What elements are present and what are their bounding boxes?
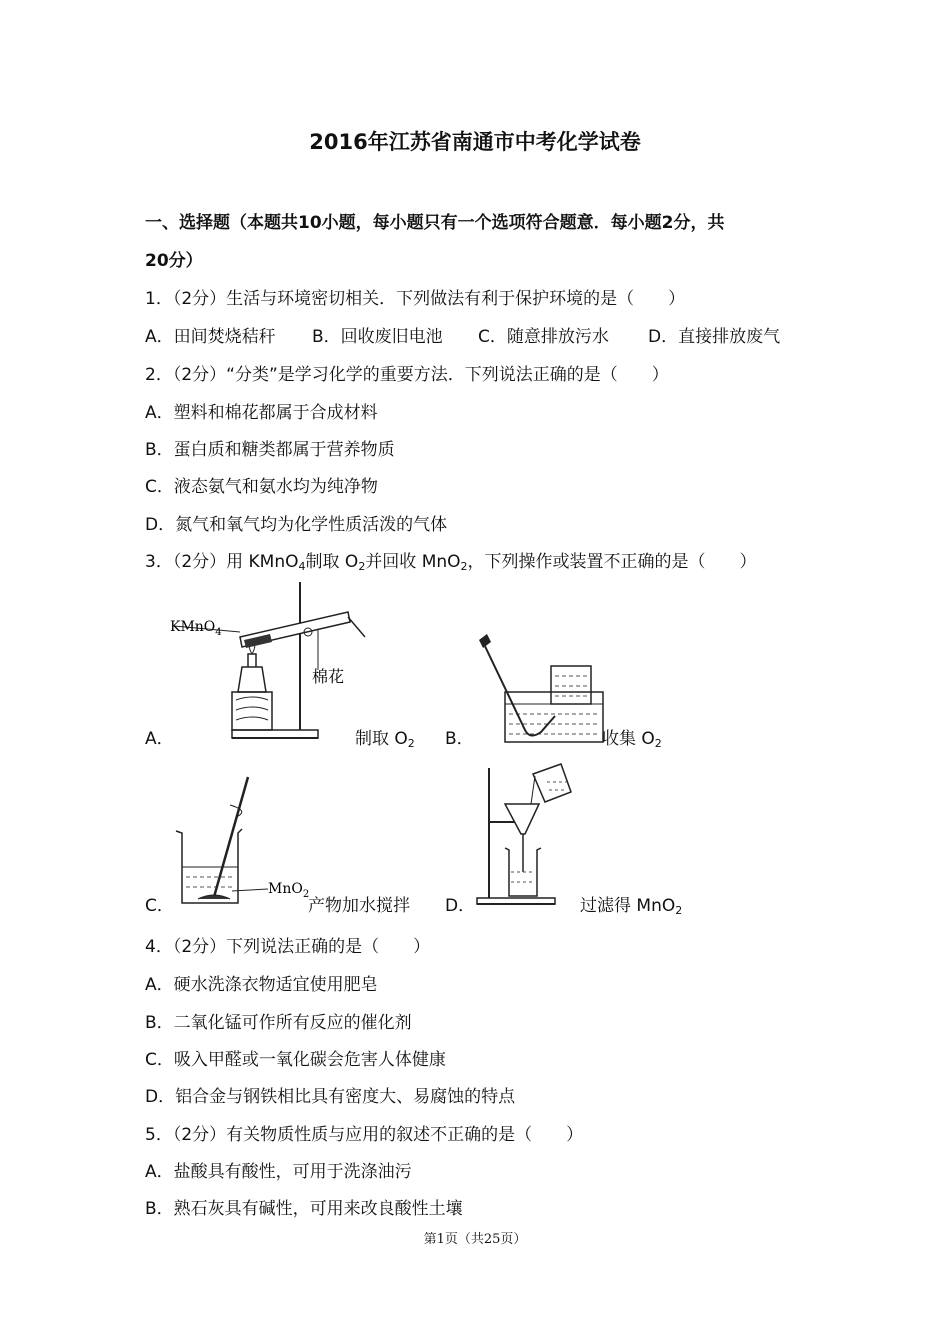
section-heading-line1: 一、选择题（本题共10小题，每小题只有一个选项符合题意．每小题2分，共 [145,213,725,233]
q5-option-a: A．盐酸具有酸性，可用于洗涤油污 [145,1162,412,1182]
q1-stem: 1．（2分）生活与环境密切相关．下列做法有利于保护环境的是（ ） [145,289,686,309]
figure-a-oxygen-generation [170,582,370,747]
q3-option-c-caption: 产物加水搅拌 [308,896,410,916]
q3-option-a-caption: 制取 $O_2$ [355,729,415,750]
q4-option-a: A．硬水洗涤衣物适宜使用肥皂 [145,975,378,995]
section-heading-line2: 20分） [145,251,203,271]
q2-option-c: C．液态氨气和氨水均为纯净物 [145,477,378,497]
figure-b-oxygen-collection [475,630,610,745]
q3-stem: 3．（2分）用 KMnO$_4$制取 $O_2$并回收 MnO$_2$，下列操作或装置不正确的是（ ） [145,552,757,573]
q1-option-d: D．直接排放废气 [648,327,781,347]
figure-a-kmno4-label: KMnO$_4$ [170,619,222,638]
page-footer: 第1页（共25页） [423,1232,527,1247]
q3-option-c-label: C． [145,896,174,916]
q1-option-b: B．回收废旧电池 [312,327,443,347]
q3-option-b-label: B． [445,729,474,749]
figure-c-stirring [170,775,320,910]
q2-option-b: B．蛋白质和糖类都属于营养物质 [145,440,395,460]
page-title: 2016年江苏省南通市中考化学试卷 [309,130,641,154]
q5-stem: 5．（2分）有关物质性质与应用的叙述不正确的是（ ） [145,1125,584,1145]
q5-option-b: B．熟石灰具有碱性，可用来改良酸性土壤 [145,1199,463,1219]
q2-stem: 2．（2分）“分类”是学习化学的重要方法．下列说法正确的是（ ） [145,365,669,385]
q2-option-d: D．氮气和氧气均为化学性质活泼的气体 [145,515,448,535]
q2-option-a: A．塑料和棉花都属于合成材料 [145,403,378,423]
figure-d-filtration [475,762,575,912]
q3-option-d-caption: 过滤得 MnO$_2$ [580,896,683,917]
q1-option-a: A．田间焚烧秸秆 [145,327,276,347]
figure-c-mno2-label: MnO$_2$ [268,881,310,900]
q3-option-b-caption: 收集 $O_2$ [602,729,662,750]
q3-option-a-label: A． [145,729,174,749]
q4-option-c: C．吸入甲醛或一氧化碳会危害人体健康 [145,1050,446,1070]
q4-option-b: B．二氧化锰可作所有反应的催化剂 [145,1013,412,1033]
q4-stem: 4．（2分）下列说法正确的是（ ） [145,937,431,957]
q3-option-d-label: D． [445,896,476,916]
q1-option-c: C．随意排放污水 [478,327,609,347]
q4-option-d: D．铝合金与钢铁相比具有密度大、易腐蚀的特点 [145,1087,516,1107]
figure-a-cotton-label: 棉花 [312,667,345,686]
